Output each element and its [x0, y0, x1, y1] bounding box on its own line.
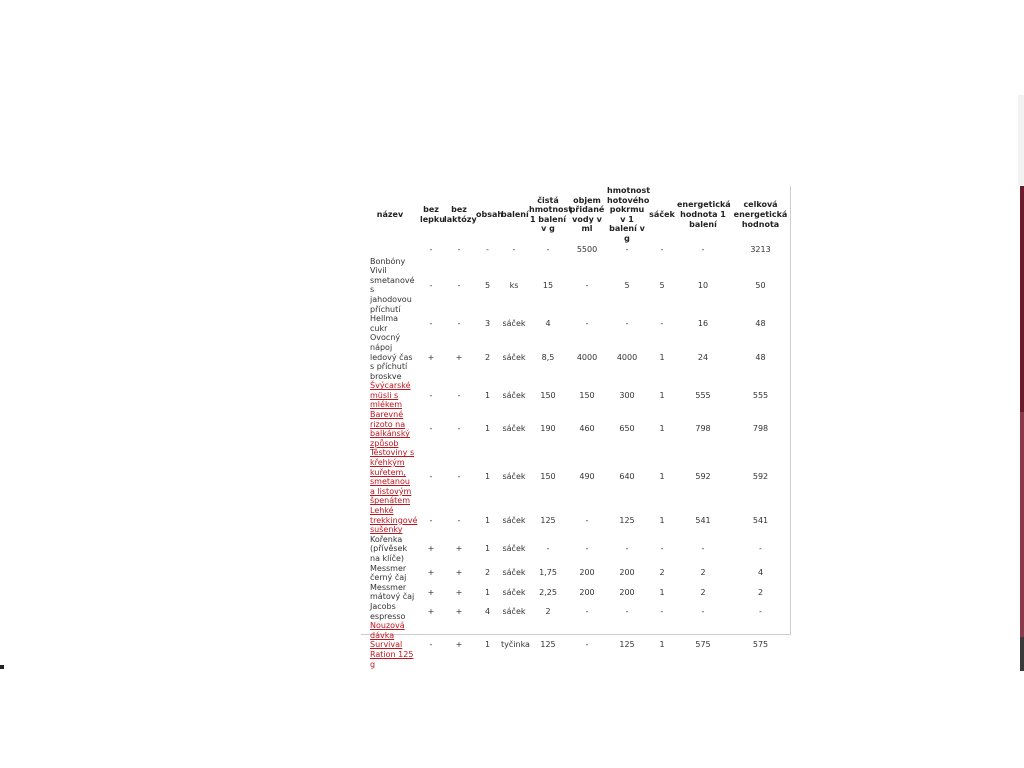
product-link[interactable]: Barevné rizoto na balkánský způsob [370, 410, 410, 448]
cell-added-water: 4000 [576, 352, 598, 362]
cell-total-energy: - [759, 606, 762, 616]
cell-lactose-free: + [455, 352, 463, 362]
product-name: Ovocný nápoj ledový čas s příchutí broskve [370, 333, 413, 381]
cell-bag: 1 [659, 472, 665, 482]
cell-total-energy: 2 [757, 587, 764, 597]
column-header-lactose-free: bez laktózy [444, 205, 477, 224]
column-header-name: název [376, 209, 404, 219]
product-name: Kořenka (přívěsek na klíče) [370, 534, 408, 563]
cell-net-weight: 190 [540, 424, 556, 434]
cell-added-water: - [585, 280, 589, 290]
cell-packaging: tyčinka [501, 640, 530, 650]
cell-packaging: sáček [502, 352, 526, 362]
cell-energy-per-pack: 2 [700, 587, 706, 597]
totals-cell-name [361, 244, 419, 257]
cell-content: 2 [484, 352, 491, 362]
cell-total-energy: 575 [752, 640, 769, 650]
totals-cell-lactose-free: - [457, 245, 461, 255]
cell-lactose-free: + [455, 568, 463, 578]
totals-cell-gluten-free: - [429, 245, 433, 255]
totals-cell-prepared-weight: - [625, 245, 629, 255]
totals-cell-total-energy: 3213 [750, 245, 771, 255]
table-row [361, 381, 791, 410]
product-table-container [361, 186, 791, 669]
cell-total-energy: 48 [755, 318, 766, 328]
cell-energy-per-pack: 798 [695, 424, 711, 434]
cell-added-water: - [585, 318, 589, 328]
totals-row [361, 244, 791, 257]
cell-prepared-weight: 5 [624, 280, 630, 290]
product-name-cell [361, 564, 419, 583]
side-accent-segment [1020, 412, 1024, 637]
cell-prepared-weight: - [625, 544, 629, 554]
cell-prepared-weight: 125 [619, 515, 635, 525]
cell-energy-per-pack: - [701, 606, 705, 616]
product-name: Messmer černý čaj [370, 563, 407, 583]
cell-lactose-free: + [455, 587, 463, 597]
cell-gluten-free: - [429, 390, 433, 400]
cell-bag: 2 [659, 568, 665, 578]
cell-added-water: - [585, 515, 589, 525]
totals-cell-packaging: - [512, 245, 516, 255]
cell-gluten-free: + [427, 606, 435, 616]
cell-prepared-weight: 640 [619, 472, 635, 482]
table-body [361, 244, 791, 670]
cell-net-weight: 150 [540, 472, 556, 482]
cell-bag: 1 [659, 390, 665, 400]
product-name-cell [361, 333, 419, 381]
table-row [361, 506, 791, 535]
table-row [361, 583, 791, 602]
product-name-cell[interactable] [361, 448, 419, 506]
cell-lactose-free: - [457, 390, 461, 400]
cell-added-water: 490 [579, 472, 595, 482]
cell-total-energy: 50 [755, 280, 766, 290]
column-header-energy-per-pack: energetická hodnota 1 balení [677, 200, 731, 229]
cell-added-water: 150 [579, 390, 595, 400]
cell-packaging: ks [509, 280, 519, 290]
cell-gluten-free: - [429, 424, 433, 434]
cell-lactose-free: - [457, 515, 461, 525]
table-row [361, 314, 791, 333]
product-link[interactable]: Nouzová dávka Survival Ration 125 g [370, 621, 414, 669]
cell-prepared-weight: 650 [619, 424, 635, 434]
cell-packaging: sáček [502, 568, 526, 578]
cell-added-water: 200 [579, 568, 595, 578]
scrollbar-track [1018, 95, 1024, 185]
column-header-gluten-free: bez lepku [420, 205, 445, 224]
cell-energy-per-pack: 592 [695, 472, 711, 482]
cell-net-weight: 125 [540, 640, 556, 650]
product-link[interactable]: Těstoviny s křehkým kuřetem, smetanou a listovým špenátem [370, 448, 415, 506]
cell-packaging: sáček [502, 424, 526, 434]
cell-prepared-weight: 125 [619, 640, 635, 650]
cell-added-water: 200 [579, 587, 595, 597]
cell-total-energy: 555 [752, 390, 769, 400]
cell-net-weight: 2,25 [539, 587, 557, 597]
column-header-net-weight: čistá hmotnost 1 balení v g [529, 195, 573, 234]
product-name: Hellma cukr [370, 314, 399, 333]
cell-lactose-free: - [457, 472, 461, 482]
cell-packaging: sáček [502, 390, 526, 400]
cell-bag: - [660, 318, 664, 328]
cell-content: 1 [484, 515, 491, 525]
product-name-cell [361, 314, 419, 333]
column-header-added-water: objem přidané vody v ml [569, 195, 605, 234]
cell-prepared-weight: 4000 [616, 352, 638, 362]
cell-total-energy: - [759, 544, 762, 554]
side-accent-segment-dark [1020, 637, 1024, 671]
product-name-cell [361, 583, 419, 602]
cell-net-weight: 4 [545, 318, 551, 328]
cell-lactose-free: - [457, 424, 461, 434]
cell-content: 1 [484, 640, 491, 650]
totals-cell-content: - [486, 245, 489, 255]
cell-content: 1 [484, 587, 491, 597]
product-name: Messmer mátový čaj [370, 582, 415, 602]
table-row [361, 410, 791, 448]
cell-energy-per-pack: - [701, 544, 705, 554]
table-row [361, 535, 791, 564]
cell-prepared-weight: - [625, 318, 629, 328]
column-header-bag: sáček [649, 209, 675, 219]
column-header-content: obsah [476, 209, 504, 219]
cell-gluten-free: - [429, 472, 433, 482]
product-link[interactable]: Lehké trekkingové sušenky [370, 506, 418, 535]
cell-net-weight: 2 [545, 606, 551, 616]
cell-prepared-weight: 200 [619, 587, 635, 597]
cell-added-water: - [585, 606, 589, 616]
cell-prepared-weight: 300 [619, 390, 635, 400]
totals-cell-net-weight: - [546, 245, 550, 255]
cell-bag: 1 [659, 352, 665, 362]
column-header-total-energy: celková energetická hodnota [733, 200, 788, 229]
cell-net-weight: 150 [540, 390, 556, 400]
cell-packaging: sáček [502, 472, 526, 482]
table-row [361, 602, 791, 621]
side-accent-strip [1020, 186, 1024, 671]
cell-total-energy: 4 [757, 568, 764, 578]
table-header-row [361, 186, 791, 244]
product-name-cell [361, 602, 419, 621]
table-row [361, 257, 791, 315]
cell-gluten-free: + [427, 587, 435, 597]
column-header-prepared-weight: hmotnost hotového pokrmu v 1 balení v g [607, 186, 651, 243]
cell-gluten-free: - [429, 640, 433, 650]
product-name-cell[interactable] [361, 381, 419, 410]
totals-cell-bag: - [660, 245, 664, 255]
cell-gluten-free: + [427, 544, 435, 554]
cell-bag: 1 [659, 424, 665, 434]
cell-bag: 5 [659, 280, 665, 290]
cell-energy-per-pack: 541 [695, 515, 711, 525]
cell-gluten-free: + [427, 352, 435, 362]
cell-energy-per-pack: 24 [697, 352, 709, 362]
cell-gluten-free: - [429, 280, 433, 290]
cell-content: 4 [484, 606, 491, 616]
cell-energy-per-pack: 575 [695, 640, 711, 650]
product-name: Jacobs espresso [370, 601, 406, 621]
cell-lactose-free: + [455, 606, 463, 616]
cell-lactose-free: + [455, 544, 463, 554]
cell-content: 1 [484, 424, 491, 434]
table-row [361, 564, 791, 583]
cell-net-weight: 125 [540, 515, 556, 525]
cell-packaging: sáček [502, 318, 526, 328]
cell-bag: 1 [659, 515, 665, 525]
cell-packaging: sáček [502, 606, 526, 616]
cell-added-water: - [585, 640, 589, 650]
totals-cell-added-water: 5500 [576, 245, 598, 255]
cell-total-energy: 592 [752, 472, 769, 482]
cell-net-weight: 15 [542, 280, 554, 290]
cell-gluten-free: - [429, 318, 433, 328]
product-table [361, 186, 791, 669]
cell-lactose-free: - [457, 280, 461, 290]
cell-packaging: sáček [502, 544, 526, 554]
product-name-cell[interactable] [361, 410, 419, 448]
table-row [361, 333, 791, 381]
cell-prepared-weight: - [625, 606, 629, 616]
cell-net-weight: 8,5 [541, 352, 555, 362]
product-name-cell [361, 257, 419, 315]
cell-net-weight: 1,75 [539, 568, 557, 578]
table-row [361, 621, 791, 669]
product-name-cell[interactable] [361, 621, 419, 669]
cell-content: 1 [484, 390, 491, 400]
product-link[interactable]: Švýcarské müsli s mlékem [370, 381, 411, 410]
cell-content: 3 [484, 318, 491, 328]
cell-gluten-free: + [427, 568, 435, 578]
cell-packaging: sáček [502, 587, 526, 597]
product-name-cell [361, 535, 419, 564]
cell-content: 1 [484, 544, 491, 554]
cell-lactose-free: - [457, 318, 461, 328]
cell-bag: - [660, 544, 664, 554]
cell-prepared-weight: 200 [619, 568, 635, 578]
cell-content: 2 [484, 568, 491, 578]
totals-cell-energy-per-pack: - [701, 245, 705, 255]
cell-total-energy: 48 [755, 352, 766, 362]
cell-bag: 1 [659, 640, 665, 650]
product-name-cell[interactable] [361, 506, 419, 535]
cell-bag: - [660, 606, 664, 616]
cell-energy-per-pack: 555 [695, 390, 711, 400]
cell-energy-per-pack: 10 [697, 280, 709, 290]
table-row [361, 448, 791, 506]
cell-content: 1 [484, 472, 491, 482]
cell-added-water: - [585, 544, 589, 554]
cell-total-energy: 798 [752, 424, 769, 434]
cell-energy-per-pack: 2 [700, 568, 706, 578]
product-name: Bonbóny Vivil smetanové s jahodovou příchutí [370, 256, 415, 314]
cell-net-weight: - [546, 544, 550, 554]
cell-lactose-free: + [455, 640, 463, 650]
cell-packaging: sáček [502, 515, 526, 525]
cell-bag: 1 [659, 587, 665, 597]
cell-total-energy: 541 [752, 515, 769, 525]
cell-energy-per-pack: 16 [697, 318, 709, 328]
column-header-packaging: balení [501, 209, 529, 219]
cell-content: 5 [484, 280, 491, 290]
cell-added-water: 460 [579, 424, 595, 434]
page-marker [0, 665, 4, 669]
cell-gluten-free: - [429, 515, 433, 525]
